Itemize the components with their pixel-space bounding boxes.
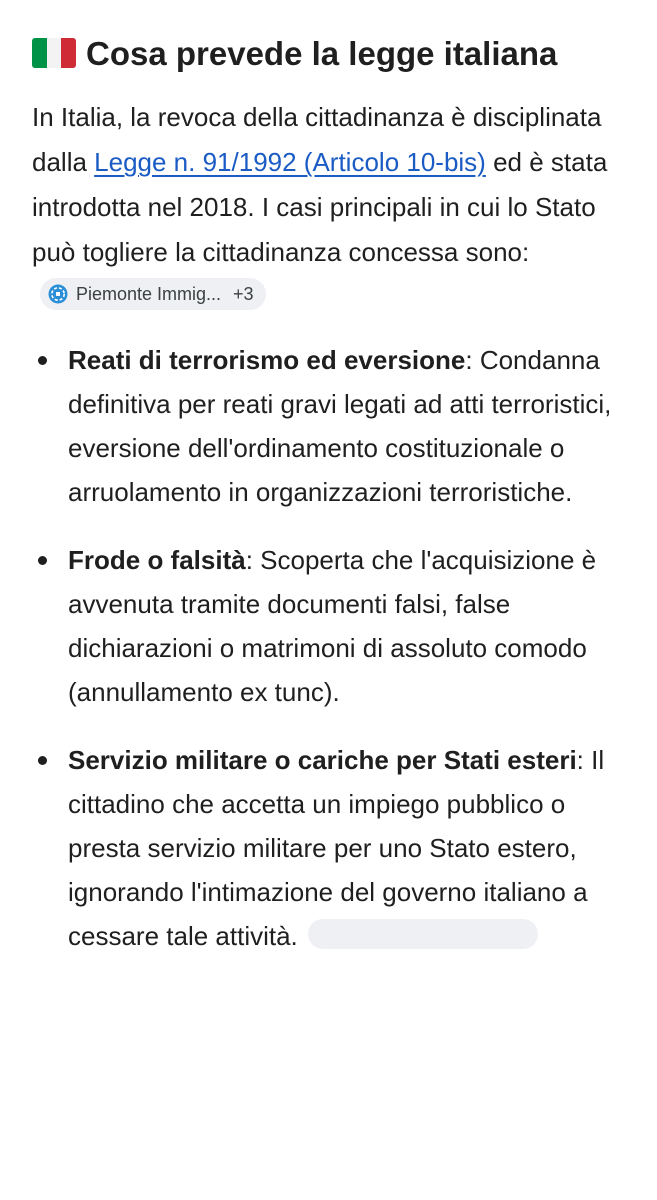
case-title: Frode o falsità (68, 545, 246, 575)
revocation-cases-list (32, 338, 632, 958)
source-chip-label: Piemonte Immig... (76, 284, 222, 304)
bullet-dot-icon (38, 556, 47, 565)
intro-text-after-link: ed è stata introdotta nel 2018. I casi principali in cui lo Stato può togliere la cittadinanza concessa sono: (32, 147, 608, 267)
list-item (32, 338, 632, 514)
case-description: : Scoperta che l'acquisizione è avvenuta tramite documenti falsi, false dichiarazioni o matrimoni di assoluto comodo (annullamento ex tunc). (68, 545, 597, 707)
source-chip-partial[interactable] (308, 919, 538, 949)
case-title: Servizio militare o cariche per Stati esteri (68, 745, 577, 775)
section-heading-text: Cosa prevede la legge italiana (86, 35, 558, 72)
answer-content (32, 30, 632, 982)
intro-text-before-link: In Italia, la revoca della cittadinanza è disciplinata dalla (32, 102, 602, 177)
case-title: Reati di terrorismo ed eversione (68, 345, 466, 375)
globe-icon (48, 284, 68, 304)
intro-paragraph (32, 95, 632, 320)
case-description: : Il cittadino che accetta un impiego pubblico o presta servizio militare per uno Stato estero, ignorando l'intimazione del governo italiano a cessare tale attività. (68, 745, 605, 951)
case-description: : Condanna definitiva per reati gravi legati ad atti terroristici, eversione dell'ordinamento costituzionale o arruolamento in organizzazioni terroristiche. (68, 345, 612, 507)
bullet-dot-icon (38, 356, 47, 365)
list-item (32, 538, 632, 714)
list-item (32, 738, 632, 958)
source-chip-more-count: +3 (233, 284, 254, 304)
italy-flag-icon (32, 38, 76, 68)
section-heading (32, 30, 632, 77)
law-reference-link[interactable]: Legge n. 91/1992 (Articolo 10-bis) (94, 147, 486, 177)
bullet-dot-icon (38, 756, 47, 765)
source-chip[interactable] (40, 278, 266, 310)
